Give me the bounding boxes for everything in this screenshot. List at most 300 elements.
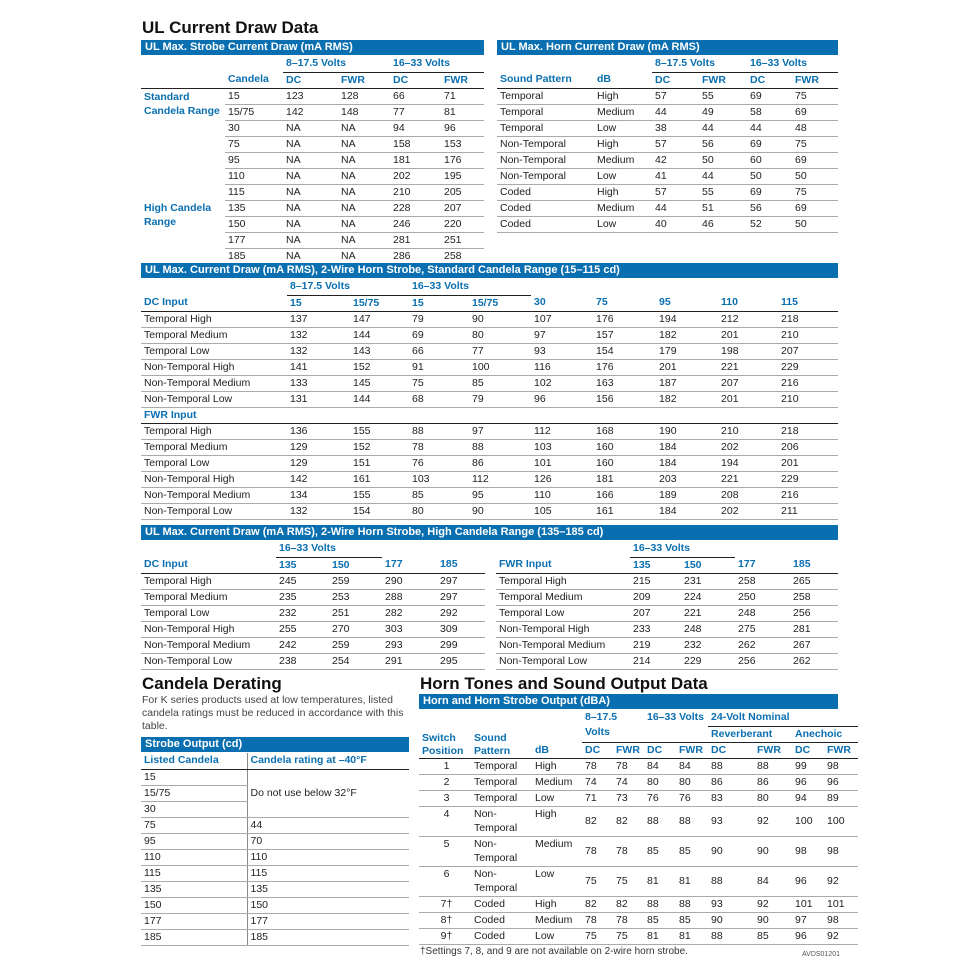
table-row	[419, 866, 858, 896]
candela-col-header: 135	[630, 557, 681, 573]
table-cell: 82	[613, 806, 644, 836]
tones-24v: 24-Volt Nominal	[708, 710, 858, 726]
table-cell: 30	[225, 120, 283, 136]
table-cell: Temporal	[471, 758, 532, 774]
table-cell: Non-Temporal Low	[141, 391, 287, 407]
table-row	[496, 573, 838, 589]
table-cell: 281	[390, 232, 441, 248]
table-cell: 202	[390, 168, 441, 184]
table-cell: 262	[735, 637, 790, 653]
table-row	[497, 184, 838, 200]
listed-candela: 95	[141, 833, 247, 849]
doc-code: AVDS01201	[802, 951, 841, 958]
table-cell: 101	[824, 896, 858, 912]
table-cell: Medium	[532, 774, 582, 790]
dc-input-label: DC Input	[141, 295, 287, 311]
table-cell: 58	[747, 104, 792, 120]
high-dc-volt: 16–33 Volts	[276, 541, 382, 557]
table-cell: 161	[350, 471, 409, 487]
table-cell: 90	[469, 311, 531, 327]
tones-dc: DC	[708, 742, 754, 758]
table-cell: 69	[747, 184, 792, 200]
std-volt-low: 8–17.5 Volts	[287, 279, 409, 295]
table-cell: NA	[338, 184, 390, 200]
table-cell: 190	[656, 423, 718, 439]
table-cell: 202	[718, 439, 778, 455]
table-cell: 40	[652, 216, 699, 232]
table-cell: 207	[630, 605, 681, 621]
candela-col-header: 185	[437, 557, 485, 573]
table-cell: 85	[469, 375, 531, 391]
table-cell: 69	[792, 104, 838, 120]
horn-volt-high: 16–33 Volts	[747, 56, 838, 72]
table-cell: 184	[656, 439, 718, 455]
table-cell: 78	[409, 439, 469, 455]
table-row	[497, 136, 838, 152]
table-cell: 220	[441, 216, 484, 232]
tones-fwr: FWR	[613, 742, 644, 758]
derated-candela: 110	[247, 849, 409, 865]
table-cell: Non-Temporal Medium	[496, 637, 630, 653]
tones-db-header: dB	[532, 726, 582, 758]
table-cell: 97	[792, 912, 824, 928]
table-cell: Temporal	[471, 774, 532, 790]
table-cell: 128	[338, 88, 390, 104]
table-cell: 211	[778, 503, 838, 519]
table-cell: 6	[419, 866, 471, 896]
table-cell: Temporal High	[141, 573, 276, 589]
listed-candela: 177	[141, 913, 247, 929]
table-cell: 90	[754, 836, 792, 866]
table-cell: 88	[469, 439, 531, 455]
table-cell: High	[532, 806, 582, 836]
strobe-volt-high: 16–33 Volts	[390, 56, 484, 72]
candela-band: Strobe Output (cd)	[141, 737, 409, 752]
table-row	[141, 343, 838, 359]
table-cell: 275	[735, 621, 790, 637]
candela-col-header: 15	[409, 295, 469, 311]
table-row	[419, 774, 858, 790]
table-cell: Non-Temporal Low	[141, 503, 287, 519]
table-cell: 151	[350, 455, 409, 471]
table-cell: 152	[350, 439, 409, 455]
table-cell: Temporal High	[141, 423, 287, 439]
table-cell: 282	[382, 605, 437, 621]
table-cell: 262	[790, 653, 838, 669]
table-cell: 198	[718, 343, 778, 359]
table-cell: 242	[276, 637, 329, 653]
table-cell: 46	[699, 216, 747, 232]
table-cell: 77	[390, 104, 441, 120]
listed-candela: 185	[141, 929, 247, 945]
table-cell: 51	[699, 200, 747, 216]
table-cell: 9†	[419, 928, 471, 944]
candela-col-header: 177	[382, 557, 437, 573]
table-cell: 93	[708, 806, 754, 836]
table-cell: 202	[718, 503, 778, 519]
high-range-dc-table	[141, 541, 485, 670]
table-cell: 88	[409, 423, 469, 439]
strobe-col-header: DC	[283, 72, 338, 88]
table-cell: NA	[283, 232, 338, 248]
table-cell: Low	[532, 866, 582, 896]
listed-candela: 15/75	[141, 785, 247, 801]
tones-switch-header: Switch Position	[419, 726, 471, 758]
table-cell: Non-Temporal Medium	[141, 375, 287, 391]
tones-volt-low: 8–17.5 Volts	[582, 710, 644, 742]
table-cell: 77	[469, 343, 531, 359]
table-row	[419, 912, 858, 928]
tones-reverberant: Reverberant	[708, 726, 792, 742]
table-cell: 297	[437, 573, 485, 589]
table-row	[419, 836, 858, 866]
listed-candela: 15	[141, 769, 247, 785]
table-cell: 219	[630, 637, 681, 653]
table-cell: 155	[350, 423, 409, 439]
table-cell: 182	[656, 327, 718, 343]
table-row	[141, 573, 485, 589]
table-cell: 205	[441, 184, 484, 200]
table-cell: Low	[532, 928, 582, 944]
derated-candela: 135	[247, 881, 409, 897]
table-cell: 177	[225, 232, 283, 248]
table-cell: 152	[350, 359, 409, 375]
candela-col-header: 177	[735, 557, 790, 573]
tones-title: Horn Tones and Sound Output Data	[420, 674, 708, 693]
table-cell: 88	[708, 928, 754, 944]
tones-volt-high: 16–33 Volts	[644, 710, 708, 742]
table-cell: Non-Temporal Medium	[141, 487, 287, 503]
table-cell: Non-Temporal	[497, 168, 594, 184]
table-row	[419, 758, 858, 774]
table-cell: 50	[792, 216, 838, 232]
table-cell: 207	[778, 343, 838, 359]
table-row	[497, 120, 838, 136]
table-cell: NA	[283, 200, 338, 216]
table-cell: NA	[338, 136, 390, 152]
table-cell: 309	[437, 621, 485, 637]
table-cell: 214	[630, 653, 681, 669]
derated-candela: 70	[247, 833, 409, 849]
table-row	[141, 88, 484, 104]
tones-sound-header: Sound Pattern	[471, 726, 532, 758]
table-cell: 131	[287, 391, 350, 407]
table-cell: Temporal	[497, 88, 594, 104]
table-cell: 94	[390, 120, 441, 136]
table-cell: 50	[747, 168, 792, 184]
table-cell: 123	[283, 88, 338, 104]
candela-table	[141, 753, 409, 946]
table-cell: 86	[708, 774, 754, 790]
table-cell: 281	[790, 621, 838, 637]
candela-col-header: 15/75	[469, 295, 531, 311]
table-cell: 215	[630, 573, 681, 589]
table-cell: 137	[287, 311, 350, 327]
table-cell: Temporal Medium	[496, 589, 630, 605]
table-cell: Coded	[471, 896, 532, 912]
table-row	[141, 897, 409, 913]
tones-dc: DC	[792, 742, 824, 758]
table-cell: 291	[382, 653, 437, 669]
table-row	[141, 605, 485, 621]
table-row	[141, 471, 838, 487]
table-cell: 129	[287, 439, 350, 455]
table-cell: 98	[824, 836, 858, 866]
table-cell: NA	[283, 152, 338, 168]
tones-fwr: FWR	[676, 742, 708, 758]
table-cell: 94	[792, 790, 824, 806]
table-cell: 210	[778, 327, 838, 343]
table-cell: 82	[582, 896, 613, 912]
table-row	[141, 653, 485, 669]
table-cell: Temporal High	[496, 573, 630, 589]
table-cell: High	[532, 896, 582, 912]
table-cell: 101	[792, 896, 824, 912]
table-row	[141, 359, 838, 375]
table-cell: 80	[469, 327, 531, 343]
table-cell: 212	[718, 311, 778, 327]
table-cell: NA	[283, 216, 338, 232]
table-cell: 80	[676, 774, 708, 790]
table-cell: 153	[441, 136, 484, 152]
candela-col-header: 150	[681, 557, 735, 573]
candela-title: Candela Derating	[142, 674, 282, 693]
candela-col-header: 110	[718, 295, 778, 311]
table-cell: 150	[225, 216, 283, 232]
tones-fwr: FWR	[754, 742, 792, 758]
table-cell: 66	[390, 88, 441, 104]
table-cell: 66	[409, 343, 469, 359]
table-cell: Coded	[471, 928, 532, 944]
table-cell: 210	[718, 423, 778, 439]
table-cell: Non-Temporal High	[141, 359, 287, 375]
table-row	[496, 621, 838, 637]
table-cell: High	[594, 136, 652, 152]
table-cell: 115	[225, 184, 283, 200]
table-cell: 218	[778, 311, 838, 327]
horn-col-header: DC	[652, 72, 699, 88]
table-cell: 90	[754, 912, 792, 928]
table-cell: 258	[790, 589, 838, 605]
table-cell: 15	[225, 88, 283, 104]
tones-anechoic: Anechoic	[792, 726, 858, 742]
table-cell: 44	[699, 168, 747, 184]
candela-col-header: 150	[329, 557, 382, 573]
table-cell: 142	[287, 471, 350, 487]
table-cell: 55	[699, 184, 747, 200]
table-cell: 195	[441, 168, 484, 184]
table-cell: 75	[613, 866, 644, 896]
table-cell: 90	[708, 836, 754, 866]
table-cell: Temporal	[497, 120, 594, 136]
table-cell: Temporal Low	[141, 605, 276, 621]
horn-volt-low: 8–17.5 Volts	[652, 56, 747, 72]
table-cell: 56	[747, 200, 792, 216]
table-cell: 288	[382, 589, 437, 605]
table-cell: 86	[469, 455, 531, 471]
table-cell: NA	[283, 136, 338, 152]
table-cell: 101	[531, 455, 593, 471]
table-cell: Coded	[497, 216, 594, 232]
table-cell: Low	[594, 168, 652, 184]
table-cell: 112	[469, 471, 531, 487]
table-cell: 74	[613, 774, 644, 790]
table-cell: 303	[382, 621, 437, 637]
table-cell: 80	[644, 774, 676, 790]
table-cell: Non-Temporal	[497, 136, 594, 152]
table-cell: 91	[409, 359, 469, 375]
table-cell: 292	[437, 605, 485, 621]
table-cell: 90	[708, 912, 754, 928]
table-cell: Temporal	[471, 790, 532, 806]
table-cell: 107	[531, 311, 593, 327]
table-cell: 75	[613, 928, 644, 944]
table-cell: 126	[531, 471, 593, 487]
table-cell: 78	[582, 836, 613, 866]
table-cell: 116	[531, 359, 593, 375]
table-cell: 42	[652, 152, 699, 168]
table-cell: Non-Temporal High	[496, 621, 630, 637]
table-cell: 57	[652, 136, 699, 152]
table-cell: 233	[630, 621, 681, 637]
table-row	[141, 637, 485, 653]
table-cell: 81	[676, 866, 708, 896]
table-cell: 148	[338, 104, 390, 120]
table-cell: 144	[350, 391, 409, 407]
page-title: UL Current Draw Data	[142, 18, 319, 37]
table-cell: 207	[718, 375, 778, 391]
table-cell: 85	[644, 912, 676, 928]
table-cell: 92	[824, 928, 858, 944]
listed-candela: 110	[141, 849, 247, 865]
table-cell: 218	[778, 423, 838, 439]
table-cell: 110	[225, 168, 283, 184]
table-row	[141, 769, 409, 785]
table-cell: 81	[644, 866, 676, 896]
table-cell: 224	[681, 589, 735, 605]
table-cell: 179	[656, 343, 718, 359]
table-cell: 7†	[419, 896, 471, 912]
table-cell: 75	[409, 375, 469, 391]
table-cell: 85	[644, 836, 676, 866]
table-cell: 100	[792, 806, 824, 836]
table-cell: 75	[582, 866, 613, 896]
table-cell: 210	[390, 184, 441, 200]
fwr-input-label: FWR Input	[141, 407, 287, 423]
table-cell: 69	[792, 200, 838, 216]
table-cell: NA	[283, 248, 338, 264]
table-cell: 145	[350, 375, 409, 391]
listed-candela: 135	[141, 881, 247, 897]
table-cell: 44	[652, 104, 699, 120]
table-cell: 129	[287, 455, 350, 471]
table-cell: 78	[582, 758, 613, 774]
candela-range-label: Standard Candela Range	[144, 90, 220, 117]
table-cell: 5	[419, 836, 471, 866]
table-cell: 88	[754, 758, 792, 774]
table-cell: 79	[469, 391, 531, 407]
table-cell: NA	[338, 168, 390, 184]
candela-col2: Candela rating at –40°F	[247, 753, 409, 769]
table-cell: 102	[531, 375, 593, 391]
table-cell: 88	[644, 896, 676, 912]
table-cell: NA	[338, 120, 390, 136]
table-cell: 41	[652, 168, 699, 184]
table-cell: 69	[747, 136, 792, 152]
table-cell: 158	[390, 136, 441, 152]
table-cell: Coded	[497, 200, 594, 216]
table-cell: 176	[593, 359, 656, 375]
table-cell: NA	[338, 152, 390, 168]
table-cell: 299	[437, 637, 485, 653]
std-volt-high: 16–33 Volts	[409, 279, 531, 295]
table-cell: 216	[778, 487, 838, 503]
table-cell: NA	[338, 216, 390, 232]
table-cell: 88	[644, 806, 676, 836]
table-cell: 88	[708, 866, 754, 896]
derated-candela: 177	[247, 913, 409, 929]
table-cell: 267	[790, 637, 838, 653]
table-cell: 52	[747, 216, 792, 232]
table-cell: Medium	[594, 152, 652, 168]
candela-col1: Listed Candela	[141, 753, 247, 769]
table-cell: 184	[656, 455, 718, 471]
table-cell: 98	[824, 758, 858, 774]
table-cell: 209	[630, 589, 681, 605]
candela-col-header: 115	[778, 295, 838, 311]
table-cell: 75	[792, 88, 838, 104]
candela-intro: For K series products used at low temperatures, listed candela ratings must be reduced in accordance with this table.	[142, 694, 404, 732]
table-row	[497, 104, 838, 120]
table-cell: 90	[469, 503, 531, 519]
table-cell: 57	[652, 184, 699, 200]
table-cell: 79	[409, 311, 469, 327]
table-cell: 48	[792, 120, 838, 136]
table-row	[141, 833, 409, 849]
table-cell: 229	[778, 471, 838, 487]
table-row	[419, 928, 858, 944]
table-row	[141, 455, 838, 471]
table-cell: 81	[644, 928, 676, 944]
table-row	[141, 503, 838, 519]
table-cell: 206	[778, 439, 838, 455]
strobe-col-header: Candela	[225, 72, 283, 88]
table-cell: 60	[747, 152, 792, 168]
table-cell: 95	[469, 487, 531, 503]
table-cell: 160	[593, 439, 656, 455]
table-cell: 203	[656, 471, 718, 487]
table-cell: 98	[792, 836, 824, 866]
table-cell: 88	[708, 758, 754, 774]
tones-band: Horn and Horn Strobe Output (dBA)	[419, 694, 838, 709]
table-cell: NA	[338, 200, 390, 216]
table-cell: 293	[382, 637, 437, 653]
table-cell: 133	[287, 375, 350, 391]
table-cell: 132	[287, 503, 350, 519]
table-cell: 194	[718, 455, 778, 471]
table-cell: Temporal Low	[496, 605, 630, 621]
table-cell: 92	[824, 866, 858, 896]
table-cell: 208	[718, 487, 778, 503]
table-cell: 290	[382, 573, 437, 589]
table-cell: 99	[792, 758, 824, 774]
table-row	[141, 487, 838, 503]
table-cell: 96	[792, 774, 824, 790]
table-cell: 80	[754, 790, 792, 806]
table-row	[419, 790, 858, 806]
table-cell: Medium	[532, 912, 582, 928]
table-cell: NA	[338, 232, 390, 248]
